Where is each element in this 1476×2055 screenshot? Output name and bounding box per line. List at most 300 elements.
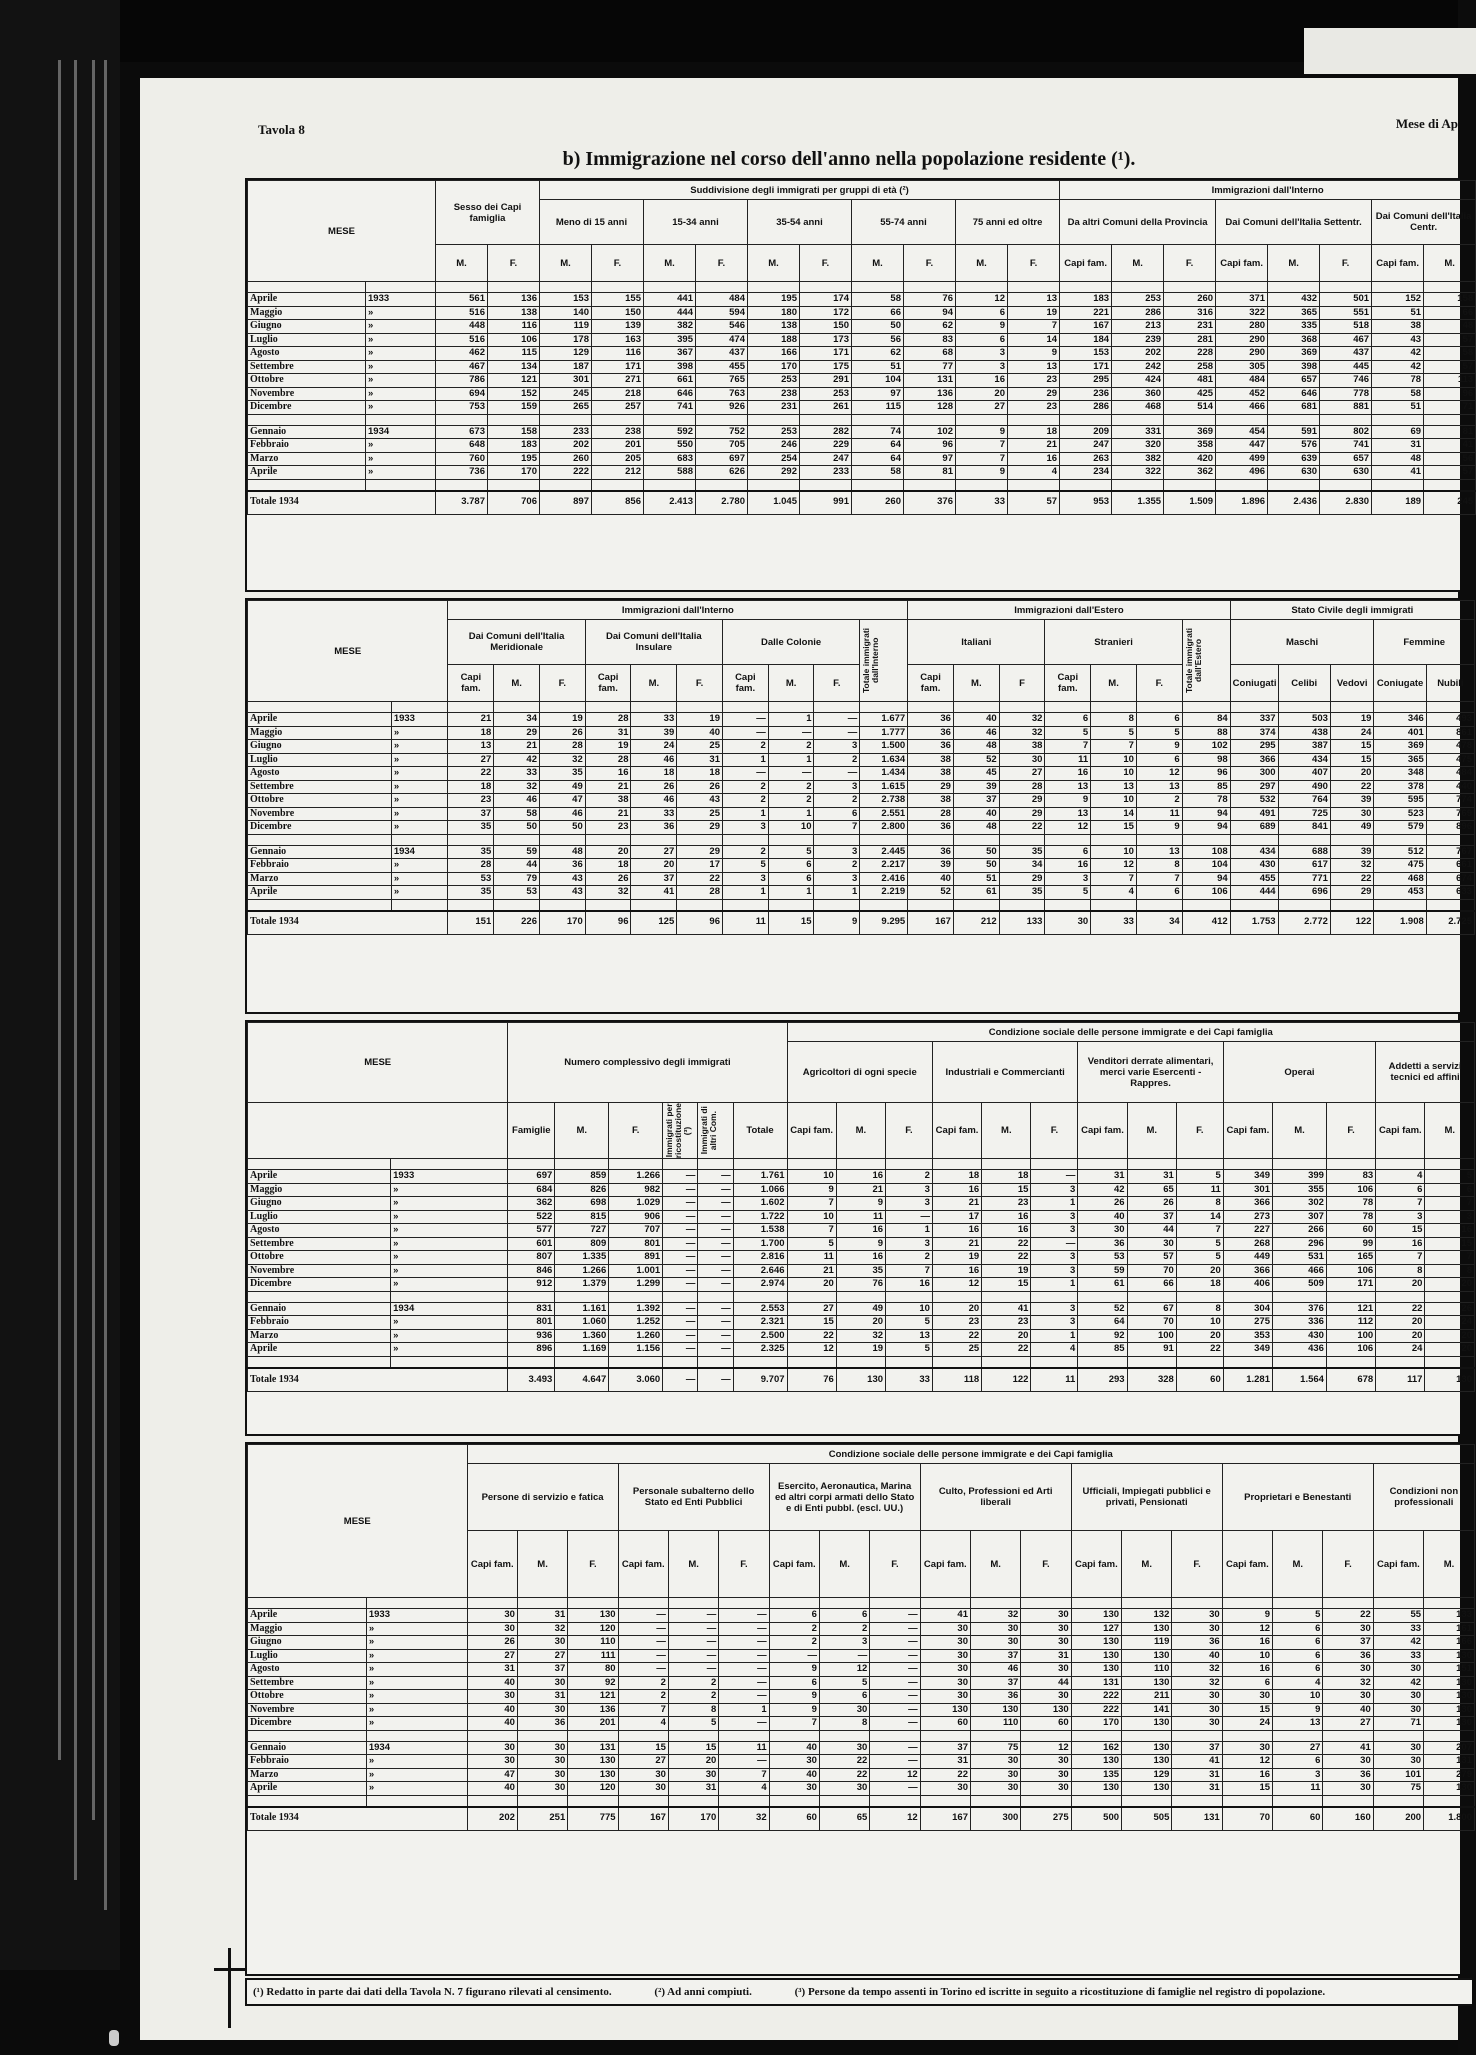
- spacer-cell: [800, 479, 852, 491]
- spacer-cell: [248, 479, 366, 491]
- data-cell: 10: [1091, 767, 1137, 781]
- data-cell: 468: [1112, 401, 1164, 415]
- data-cell: 18: [677, 767, 723, 781]
- data-cell: 104: [1182, 859, 1230, 873]
- data-cell: 80: [568, 1663, 618, 1677]
- spacer-cell: [568, 1730, 618, 1741]
- spacer-cell: [366, 1730, 467, 1741]
- data-cell: —: [886, 1210, 933, 1224]
- data-cell: 5: [1425, 1170, 1475, 1184]
- spacer-cell: [722, 702, 768, 713]
- spacer-row: [248, 1356, 1475, 1368]
- data-cell: 130: [1071, 1782, 1121, 1796]
- data-cell: 19: [1330, 713, 1374, 727]
- data-cell: 29: [494, 726, 540, 740]
- year-label: »: [391, 859, 448, 873]
- spacer-cell: [1112, 414, 1164, 425]
- sub-header: M.: [668, 1531, 718, 1598]
- data-cell: 167: [1060, 320, 1112, 334]
- data-cell: —: [870, 1649, 920, 1663]
- data-cell: 501: [1320, 293, 1372, 307]
- month-label: Aprile: [248, 1343, 391, 1357]
- data-cell: 7: [618, 1703, 668, 1717]
- data-cell: 551: [1320, 306, 1372, 320]
- table-row: [248, 320, 1476, 334]
- data-cell: 7: [787, 1197, 836, 1211]
- spacer-cell: [1273, 1356, 1327, 1368]
- total-cell: 3.060: [609, 1368, 663, 1392]
- age-group-header: Meno di 15 anni: [540, 200, 644, 245]
- month-label: Aprile: [248, 1609, 367, 1623]
- data-cell: —: [698, 1343, 733, 1357]
- data-cell: 24: [1222, 1717, 1272, 1731]
- data-cell: 30: [1021, 1663, 1071, 1677]
- data-cell: 297: [1230, 780, 1278, 794]
- header-row: [248, 181, 1476, 200]
- data-cell: 27: [1323, 1717, 1373, 1731]
- spacer-cell: [819, 1730, 869, 1741]
- data-cell: 11: [836, 1210, 885, 1224]
- spacer-cell: [999, 702, 1045, 713]
- data-cell: 23: [448, 794, 494, 808]
- total-row: [248, 911, 1475, 935]
- data-cell: 32: [999, 726, 1045, 740]
- data-cell: 257: [592, 401, 644, 415]
- sub-header: F.: [677, 665, 723, 702]
- spacer-cell: [1426, 702, 1474, 713]
- spacer-cell: [800, 414, 852, 425]
- data-cell: 20: [1425, 1278, 1475, 1292]
- spacer-cell: [920, 1795, 970, 1807]
- data-cell: 705: [696, 439, 748, 453]
- data-cell: 25: [677, 807, 723, 821]
- sub-header: Capi fam.: [618, 1531, 668, 1598]
- data-cell: —: [722, 726, 768, 740]
- month-label: Marzo: [248, 452, 366, 466]
- data-cell: 455: [696, 360, 748, 374]
- data-cell: 5: [722, 859, 768, 873]
- data-cell: 24: [1376, 1343, 1425, 1357]
- data-cell: 1.500: [860, 740, 908, 754]
- total-cell: 2.830: [1320, 491, 1372, 515]
- data-cell: 16: [585, 767, 631, 781]
- sub-header: F.: [1172, 1531, 1222, 1598]
- month-label: Ottobre: [248, 374, 366, 388]
- sub-header: Capi fam.: [1373, 1531, 1423, 1598]
- data-cell: 29: [677, 821, 723, 835]
- data-cell: 29: [999, 807, 1045, 821]
- data-cell: 130: [1424, 1782, 1475, 1796]
- spacer-cell: [1425, 1356, 1475, 1368]
- sub-header: Capi fam.: [932, 1103, 981, 1159]
- spacer-cell: [722, 899, 768, 911]
- data-cell: —: [819, 1649, 869, 1663]
- sub-header: Capi fam.: [448, 665, 494, 702]
- data-cell: 94: [904, 306, 956, 320]
- sub-header: F: [999, 665, 1045, 702]
- month-label: Aprile: [248, 293, 366, 307]
- total-label: Totale 1934: [248, 911, 448, 935]
- spacer-cell: [568, 1598, 618, 1609]
- data-cell: 7: [1091, 740, 1137, 754]
- data-cell: 22: [677, 872, 723, 886]
- data-cell: 71: [1373, 1717, 1423, 1731]
- data-cell: 183: [1060, 293, 1112, 307]
- data-cell: 70: [1127, 1264, 1176, 1278]
- data-cell: 3: [1031, 1302, 1078, 1316]
- data-cell: 29: [908, 780, 954, 794]
- data-cell: 369: [1164, 425, 1216, 439]
- data-cell: 71: [1424, 401, 1476, 415]
- estero-header: Immigrazioni dall'Estero: [908, 601, 1230, 620]
- data-cell: 23: [585, 821, 631, 835]
- data-cell: 231: [1164, 320, 1216, 334]
- total-cell: 1.564: [1273, 1368, 1327, 1392]
- total-row: [248, 491, 1476, 515]
- data-cell: 31: [920, 1755, 970, 1769]
- data-cell: 30: [769, 1755, 819, 1769]
- data-cell: 5: [1273, 1609, 1323, 1623]
- data-cell: 174: [800, 293, 852, 307]
- data-cell: 9: [836, 1237, 885, 1251]
- year-label: 1933: [366, 293, 436, 307]
- data-cell: 81: [1424, 425, 1476, 439]
- data-cell: 233: [800, 466, 852, 480]
- data-cell: 16: [1222, 1768, 1272, 1782]
- data-cell: 32: [585, 886, 631, 900]
- footnote-3: (³) Persone da tempo assenti in Torino ed iscritte in seguito a ricostituzione di famiglie nel registro di popolazione.: [794, 1986, 1326, 1998]
- data-cell: 35: [448, 886, 494, 900]
- data-cell: —: [663, 1329, 698, 1343]
- altri-comuni-header: Immigrati di altri Com.: [699, 1106, 719, 1155]
- spacer-cell: [1230, 899, 1278, 911]
- data-cell: 33: [1373, 1649, 1423, 1663]
- data-cell: 18: [585, 859, 631, 873]
- data-cell: 809: [555, 1237, 609, 1251]
- spacer-cell: [494, 834, 540, 845]
- data-cell: 7: [1091, 872, 1137, 886]
- spacer-cell: [1091, 702, 1137, 713]
- data-cell: 1.360: [555, 1329, 609, 1343]
- data-cell: 432: [1268, 293, 1320, 307]
- total-cell: 212: [953, 911, 999, 935]
- data-cell: 462: [436, 347, 488, 361]
- data-cell: 28: [585, 713, 631, 727]
- data-cell: 30: [1021, 1768, 1071, 1782]
- data-cell: 689: [1230, 821, 1278, 835]
- data-cell: 3: [1031, 1183, 1078, 1197]
- data-cell: 30: [1373, 1755, 1423, 1769]
- data-cell: 484: [1216, 374, 1268, 388]
- spacer-cell: [787, 1291, 836, 1302]
- data-cell: 36: [631, 821, 677, 835]
- data-cell: 484: [1426, 767, 1474, 781]
- data-cell: 37: [953, 794, 999, 808]
- data-cell: 1.761: [733, 1170, 787, 1184]
- data-cell: 896: [1426, 821, 1474, 835]
- data-cell: 205: [592, 452, 644, 466]
- spacer-cell: [1078, 1291, 1127, 1302]
- data-cell: 37: [1127, 1210, 1176, 1224]
- spacer-cell: [1045, 702, 1091, 713]
- table-row: [248, 1609, 1475, 1623]
- data-cell: 254: [748, 452, 800, 466]
- data-cell: 202: [1112, 347, 1164, 361]
- data-cell: 27: [467, 1649, 517, 1663]
- sub-header: Capi fam.: [1078, 1103, 1127, 1159]
- data-cell: 74: [852, 425, 904, 439]
- spacer-cell: [1078, 1159, 1127, 1170]
- spacer-cell: [677, 702, 723, 713]
- spacer-cell: [1122, 1730, 1172, 1741]
- data-cell: 1: [719, 1703, 769, 1717]
- data-cell: 13: [1136, 780, 1182, 794]
- month-label: Dicembre: [248, 1278, 391, 1292]
- total-cell: 130: [836, 1368, 885, 1392]
- data-cell: 38: [999, 740, 1045, 754]
- data-cell: —: [698, 1329, 733, 1343]
- data-cell: 19: [539, 713, 585, 727]
- data-cell: 367: [644, 347, 696, 361]
- data-cell: 9: [769, 1663, 819, 1677]
- sub-header: Capi fam.: [1376, 1103, 1425, 1159]
- data-cell: 399: [1273, 1170, 1327, 1184]
- data-cell: —: [663, 1316, 698, 1330]
- data-cell: 42: [1372, 347, 1424, 361]
- data-cell: —: [618, 1622, 668, 1636]
- spacer-cell: [436, 414, 488, 425]
- data-cell: 33: [1373, 1622, 1423, 1636]
- data-cell: 20: [1376, 1329, 1425, 1343]
- data-cell: 741: [1320, 439, 1372, 453]
- sub-header: M.: [1122, 1531, 1172, 1598]
- data-cell: 36: [1172, 1636, 1222, 1650]
- data-cell: 362: [1164, 466, 1216, 480]
- sub-header: F.: [1326, 1103, 1375, 1159]
- spacer-cell: [677, 899, 723, 911]
- spacer-cell: [1071, 1598, 1121, 1609]
- data-cell: 7: [1425, 1251, 1475, 1265]
- data-cell: 30: [1373, 1741, 1423, 1755]
- spacer-cell: [248, 1795, 367, 1807]
- data-cell: 130: [1122, 1622, 1172, 1636]
- spacer-cell: [540, 414, 592, 425]
- data-cell: 3: [1031, 1210, 1078, 1224]
- data-cell: 3: [722, 872, 768, 886]
- spacer-cell: [1216, 282, 1268, 293]
- data-cell: 91: [1127, 1343, 1176, 1357]
- data-cell: 2: [768, 780, 814, 794]
- month-label: Febbraio: [248, 859, 392, 873]
- data-cell: 17: [932, 1210, 981, 1224]
- sub-header: M.: [540, 245, 592, 282]
- sub-header: Capi fam.: [1071, 1531, 1121, 1598]
- data-cell: 30: [517, 1768, 567, 1782]
- data-cell: 322: [1216, 306, 1268, 320]
- sub-header: F.: [1031, 1103, 1078, 1159]
- data-cell: 129: [540, 347, 592, 361]
- data-cell: 358: [1164, 439, 1216, 453]
- data-cell: 46: [539, 807, 585, 821]
- scanner-top-edge: [0, 0, 1458, 62]
- data-cell: 6: [956, 306, 1008, 320]
- data-cell: 30: [1323, 1690, 1373, 1704]
- month-label: Marzo: [248, 872, 392, 886]
- data-cell: 1: [886, 1224, 933, 1238]
- data-cell: 307: [1273, 1210, 1327, 1224]
- data-cell: 771: [1278, 872, 1330, 886]
- spacer-cell: [1078, 1356, 1127, 1368]
- year-label: »: [366, 1636, 467, 1650]
- data-cell: 139: [592, 320, 644, 334]
- data-cell: 8: [819, 1717, 869, 1731]
- month-label: Luglio: [248, 1649, 367, 1663]
- data-cell: 698: [555, 1197, 609, 1211]
- spacer-cell: [1091, 834, 1137, 845]
- data-cell: 245: [540, 387, 592, 401]
- year-label: »: [366, 387, 436, 401]
- spacer-cell: [860, 702, 908, 713]
- sub-header: M.: [1424, 245, 1476, 282]
- data-cell: 6: [1136, 713, 1182, 727]
- data-cell: 30: [668, 1768, 718, 1782]
- year-label: 1934: [391, 845, 448, 859]
- spacer-cell: [1376, 1159, 1425, 1170]
- data-cell: 1.434: [860, 767, 908, 781]
- data-cell: 43: [677, 794, 723, 808]
- spacer-cell: [494, 899, 540, 911]
- data-cell: 395: [644, 333, 696, 347]
- total-cell: 200: [1373, 1807, 1423, 1831]
- data-cell: 440: [1426, 780, 1474, 794]
- year-label: »: [366, 333, 436, 347]
- spacer-cell: [248, 899, 392, 911]
- spacer-cell: [592, 479, 644, 491]
- spacer-cell: [488, 414, 540, 425]
- data-cell: 382: [1112, 452, 1164, 466]
- data-cell: 38: [1372, 320, 1424, 334]
- year-label: »: [391, 1264, 508, 1278]
- data-cell: —: [663, 1224, 698, 1238]
- data-cell: 9: [836, 1197, 885, 1211]
- data-cell: 6: [768, 872, 814, 886]
- data-cell: 28: [585, 753, 631, 767]
- data-cell: 20: [982, 1329, 1031, 1343]
- table-eta: [247, 180, 1476, 515]
- data-cell: 467: [436, 360, 488, 374]
- table-row: [248, 1210, 1475, 1224]
- section-numero-condizione: [245, 1020, 1472, 1436]
- data-cell: 58: [1372, 387, 1424, 401]
- spacer-cell: [1045, 834, 1091, 845]
- data-cell: 77: [904, 360, 956, 374]
- data-cell: 15: [1222, 1703, 1272, 1717]
- data-cell: 30: [1323, 1663, 1373, 1677]
- data-cell: 132: [1122, 1609, 1172, 1623]
- data-cell: 212: [592, 466, 644, 480]
- data-cell: 207: [1424, 1741, 1475, 1755]
- data-cell: 1.335: [555, 1251, 609, 1265]
- data-cell: 153: [1060, 347, 1112, 361]
- altri-comuni-header: [698, 1103, 733, 1159]
- total-cell: 167: [618, 1807, 668, 1831]
- data-cell: 36: [908, 726, 954, 740]
- sub-header: M.: [852, 245, 904, 282]
- data-cell: 630: [1320, 466, 1372, 480]
- table-row: [248, 726, 1475, 740]
- data-cell: 15: [1222, 1782, 1272, 1796]
- data-cell: 35: [448, 821, 494, 835]
- data-cell: 246: [748, 439, 800, 453]
- data-cell: 1.252: [609, 1316, 663, 1330]
- spacer-cell: [391, 702, 448, 713]
- data-cell: 102: [904, 425, 956, 439]
- data-cell: 3: [1273, 1768, 1323, 1782]
- data-cell: 434: [1278, 753, 1330, 767]
- data-cell: 32: [970, 1609, 1020, 1623]
- data-cell: 40: [908, 872, 954, 886]
- data-cell: 9: [769, 1703, 819, 1717]
- spacer-row: [248, 414, 1476, 425]
- total-cell: 9.707: [733, 1368, 787, 1392]
- data-cell: 32: [1323, 1676, 1373, 1690]
- spacer-cell: [852, 479, 904, 491]
- data-cell: 15: [618, 1741, 668, 1755]
- data-cell: —: [1031, 1170, 1078, 1184]
- total-cell: 170: [539, 911, 585, 935]
- month-label: Agosto: [248, 767, 392, 781]
- data-cell: 398: [1268, 360, 1320, 374]
- spacer-cell: [696, 282, 748, 293]
- data-cell: 53: [494, 886, 540, 900]
- spacer-cell: [1216, 414, 1268, 425]
- data-cell: 24: [1330, 726, 1374, 740]
- spacer-cell: [956, 479, 1008, 491]
- spacer-cell: [539, 834, 585, 845]
- data-cell: 35: [539, 767, 585, 781]
- data-cell: 2.500: [733, 1329, 787, 1343]
- spacer-cell: [248, 1356, 391, 1368]
- data-cell: 2: [814, 859, 860, 873]
- data-cell: —: [663, 1278, 698, 1292]
- spacer-cell: [1424, 282, 1476, 293]
- data-cell: 271: [592, 374, 644, 388]
- sub-header: Celibi: [1278, 665, 1330, 702]
- spacer-cell: [1021, 1730, 1071, 1741]
- data-cell: 31: [1127, 1170, 1176, 1184]
- month-label: Febbraio: [248, 1755, 367, 1769]
- data-cell: 32: [1172, 1676, 1222, 1690]
- data-cell: 12: [1222, 1755, 1272, 1769]
- total-cell: 1.045: [748, 491, 800, 515]
- data-cell: 1: [768, 753, 814, 767]
- table-row: [248, 1676, 1475, 1690]
- sub-header: Capi fam.: [467, 1531, 517, 1598]
- total-cell: 1.355: [1112, 491, 1164, 515]
- data-cell: 300: [1230, 767, 1278, 781]
- data-cell: 6: [956, 333, 1008, 347]
- data-cell: 18: [932, 1170, 981, 1184]
- data-cell: 3: [956, 360, 1008, 374]
- data-cell: 56: [852, 333, 904, 347]
- data-cell: 657: [1320, 452, 1372, 466]
- categoria-header: Venditori derrate alimentari, merci varie Esercenti - Rappres.: [1078, 1042, 1223, 1103]
- sub-header: F.: [886, 1103, 933, 1159]
- data-cell: 76: [836, 1278, 885, 1292]
- data-cell: 579: [1374, 821, 1426, 835]
- sub-header: F.: [1008, 245, 1060, 282]
- table-row: [248, 425, 1476, 439]
